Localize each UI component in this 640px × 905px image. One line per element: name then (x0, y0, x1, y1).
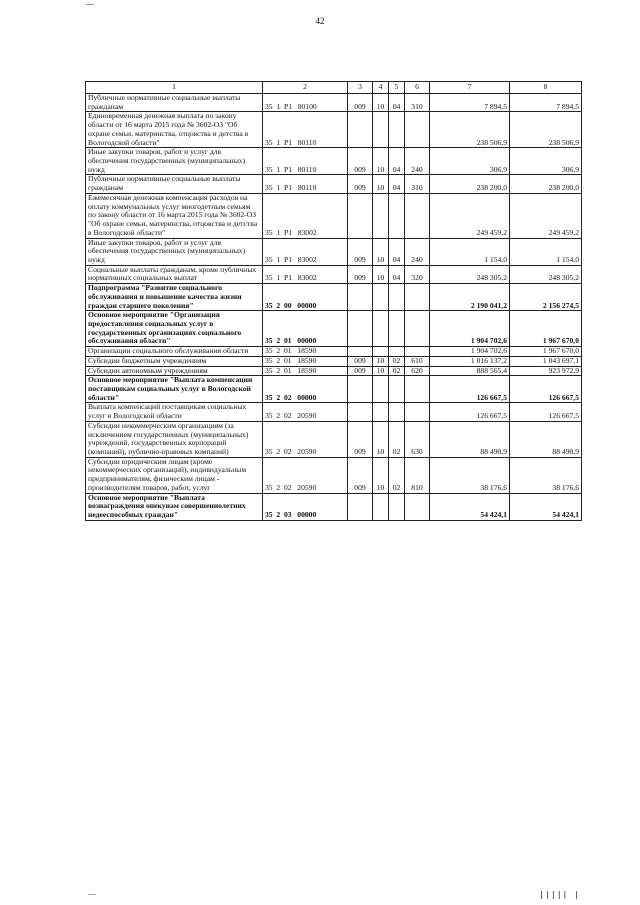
table-row (86, 238, 582, 265)
row-subsection-cell: 04 (389, 94, 405, 112)
table-row (86, 148, 582, 175)
row-subsection-cell: 02 (389, 457, 405, 493)
row-subsection-cell (389, 193, 405, 238)
row-section-cell (373, 493, 389, 520)
row-ministry-cell (348, 403, 373, 421)
row-ministry-cell: 009 (348, 94, 373, 112)
header-cell: 1 (86, 82, 263, 94)
header-cell: 2 (263, 82, 348, 94)
row-ministry-cell (348, 493, 373, 520)
row-code-cell: 35 1 P1 80110 (263, 175, 348, 193)
row-code-cell: 35 2 01 18590 (263, 366, 348, 376)
row-ministry-cell (348, 193, 373, 238)
row-code-cell: 35 1 P1 83002 (263, 265, 348, 283)
row-value-year2-cell: 38 176,6 (510, 457, 582, 493)
row-expense-type-cell (405, 376, 430, 403)
row-expense-type-cell (405, 311, 430, 347)
row-code-cell: 35 2 02 20590 (263, 457, 348, 493)
row-section-cell: 10 (373, 421, 389, 457)
row-subsection-cell (389, 112, 405, 148)
row-ministry-cell: 009 (348, 175, 373, 193)
row-code-cell: 35 1 P1 80110 (263, 112, 348, 148)
row-ministry-cell: 009 (348, 148, 373, 175)
row-value-year1-cell: 888 565,4 (430, 366, 510, 376)
row-name-cell: Публичные нормативные социальные выплаты гражданам (86, 175, 263, 193)
row-value-year2-cell: 238 506,9 (510, 112, 582, 148)
row-value-year1-cell: 249 459,2 (430, 193, 510, 238)
row-section-cell (373, 112, 389, 148)
row-ministry-cell: 009 (348, 265, 373, 283)
scan-edge-mark (86, 4, 94, 5)
row-value-year1-cell: 1 016 137,2 (430, 356, 510, 366)
row-code-cell: 35 2 01 18590 (263, 356, 348, 366)
row-name-cell: Единовременная денежная выплата по закону области от 16 марта 2015 года № 3602-ОЗ "Об охране семьи, материнства, отцовства и детства в Вологодской области" (86, 112, 263, 148)
row-code-cell: 35 2 02 20590 (263, 403, 348, 421)
row-name-cell: Организации социального обслуживания области (86, 347, 263, 357)
row-ministry-cell: 009 (348, 457, 373, 493)
table-row (86, 311, 582, 347)
row-value-year1-cell: 126 667,5 (430, 376, 510, 403)
row-value-year2-cell: 126 667,5 (510, 403, 582, 421)
header-cell: 5 (389, 82, 405, 94)
table-row (86, 421, 582, 457)
table-row (86, 376, 582, 403)
row-value-year2-cell: 1 043 697,1 (510, 356, 582, 366)
row-section-cell: 10 (373, 175, 389, 193)
row-name-cell: Социальные выплаты гражданам, кроме публичных нормативных социальных выплат (86, 265, 263, 283)
table-row (86, 403, 582, 421)
row-code-cell: 35 2 00 00000 (263, 284, 348, 311)
row-name-cell: Публичные нормативные социальные выплаты гражданам (86, 94, 263, 112)
row-name-cell: Субсидии автономным учреждениям (86, 366, 263, 376)
row-code-cell: 35 2 03 00000 (263, 493, 348, 520)
row-value-year2-cell: 249 459,2 (510, 193, 582, 238)
row-value-year2-cell: 248 305,2 (510, 265, 582, 283)
header-cell: 3 (348, 82, 373, 94)
row-value-year2-cell: 1 967 670,0 (510, 311, 582, 347)
row-expense-type-cell (405, 347, 430, 357)
table-body (86, 82, 582, 521)
row-value-year1-cell: 38 176,6 (430, 457, 510, 493)
row-name-cell: Ежемесячная денежная компенсация расходов на оплату коммунальных услуг многодетным семьям по закону области от 16 марта 2015 года № 3602-ОЗ "Об охране семьи, материнства, отцовства и детства в Вологодской области" (86, 193, 263, 238)
header-cell: 6 (405, 82, 430, 94)
row-expense-type-cell (405, 403, 430, 421)
row-subsection-cell: 04 (389, 148, 405, 175)
row-value-year1-cell: 306,9 (430, 148, 510, 175)
row-ministry-cell (348, 347, 373, 357)
table-row (86, 94, 582, 112)
row-value-year2-cell: 306,9 (510, 148, 582, 175)
row-section-cell (373, 311, 389, 347)
row-code-cell: 35 1 P1 83002 (263, 238, 348, 265)
row-subsection-cell (389, 493, 405, 520)
row-expense-type-cell: 240 (405, 148, 430, 175)
row-value-year1-cell: 88 490,9 (430, 421, 510, 457)
row-expense-type-cell (405, 193, 430, 238)
row-expense-type-cell: 310 (405, 175, 430, 193)
row-ministry-cell (348, 376, 373, 403)
table-row (86, 366, 582, 376)
row-name-cell: Основное мероприятие "Выплата вознаграждения опекунам совершеннолетних недееспособных граждан" (86, 493, 263, 520)
row-subsection-cell (389, 403, 405, 421)
row-value-year1-cell: 1 904 702,6 (430, 311, 510, 347)
row-section-cell (373, 347, 389, 357)
row-expense-type-cell: 240 (405, 238, 430, 265)
row-section-cell: 10 (373, 148, 389, 175)
row-value-year2-cell: 88 490,9 (510, 421, 582, 457)
table-row (86, 193, 582, 238)
row-section-cell: 10 (373, 238, 389, 265)
page-number: 42 (315, 16, 325, 26)
row-code-cell: 35 1 P1 80100 (263, 94, 348, 112)
row-expense-type-cell: 630 (405, 421, 430, 457)
row-value-year2-cell: 126 667,5 (510, 376, 582, 403)
budget-table (85, 81, 582, 521)
row-section-cell (373, 193, 389, 238)
row-subsection-cell: 02 (389, 421, 405, 457)
row-value-year2-cell: 54 424,1 (510, 493, 582, 520)
row-value-year2-cell: 1 154,0 (510, 238, 582, 265)
header-cell: 7 (430, 82, 510, 94)
table-row (86, 284, 582, 311)
row-code-cell: 35 2 01 18590 (263, 347, 348, 357)
row-subsection-cell: 02 (389, 366, 405, 376)
row-name-cell: Иные закупки товаров, работ и услуг для обеспечения государственных (муниципальных) нужд (86, 148, 263, 175)
row-name-cell: Выплата компенсаций поставщикам социальных услуг в Вологодской области (86, 403, 263, 421)
row-expense-type-cell: 310 (405, 94, 430, 112)
row-code-cell: 35 2 01 00000 (263, 311, 348, 347)
table-row (86, 493, 582, 520)
row-name-cell: Иные закупки товаров, работ и услуг для обеспечения государственных (муниципальных) нужд (86, 238, 263, 265)
row-ministry-cell (348, 112, 373, 148)
header-cell: 8 (510, 82, 582, 94)
row-ministry-cell: 009 (348, 238, 373, 265)
table-row (86, 457, 582, 493)
table-row (86, 356, 582, 366)
row-expense-type-cell (405, 284, 430, 311)
row-section-cell: 10 (373, 265, 389, 283)
row-name-cell: Субсидии некоммерческим организациям (за исключением государственных (муниципальных) учреждений, государственных корпораций (компаний), публично-правовых компаний) (86, 421, 263, 457)
row-expense-type-cell: 810 (405, 457, 430, 493)
row-expense-type-cell (405, 493, 430, 520)
scan-barcode-mark: ||||| | (539, 890, 580, 899)
row-ministry-cell: 009 (348, 356, 373, 366)
table-row (86, 112, 582, 148)
row-subsection-cell (389, 284, 405, 311)
row-value-year1-cell: 238 200,0 (430, 175, 510, 193)
row-section-cell (373, 403, 389, 421)
row-value-year2-cell: 1 967 670,0 (510, 347, 582, 357)
header-cell: 4 (373, 82, 389, 94)
row-ministry-cell (348, 284, 373, 311)
row-name-cell: Субсидии юридическим лицам (кроме некоммерческих организаций), индивидуальным предпринимателям, физическим лицам - производителям товаров, работ, услуг (86, 457, 263, 493)
row-expense-type-cell: 610 (405, 356, 430, 366)
row-value-year2-cell: 238 200,0 (510, 175, 582, 193)
row-section-cell: 10 (373, 457, 389, 493)
row-value-year2-cell: 2 156 274,5 (510, 284, 582, 311)
row-code-cell: 35 1 P1 83002 (263, 193, 348, 238)
row-subsection-cell: 04 (389, 175, 405, 193)
row-section-cell: 10 (373, 356, 389, 366)
row-section-cell (373, 376, 389, 403)
row-value-year1-cell: 7 894,5 (430, 94, 510, 112)
row-code-cell: 35 2 02 20590 (263, 421, 348, 457)
row-section-cell: 10 (373, 94, 389, 112)
row-section-cell (373, 284, 389, 311)
table-header-row (86, 82, 582, 94)
table-row (86, 265, 582, 283)
row-expense-type-cell (405, 112, 430, 148)
row-ministry-cell: 009 (348, 421, 373, 457)
row-value-year1-cell: 248 305,2 (430, 265, 510, 283)
row-code-cell: 35 2 02 00000 (263, 376, 348, 403)
row-code-cell: 35 1 P1 80110 (263, 148, 348, 175)
row-value-year1-cell: 1 904 702,6 (430, 347, 510, 357)
row-name-cell: Подпрограмма "Развитие социального обслуживания и повышение качества жизни граждан старшего поколения" (86, 284, 263, 311)
row-value-year1-cell: 1 154,0 (430, 238, 510, 265)
row-name-cell: Субсидии бюджетным учреждениям (86, 356, 263, 366)
row-value-year2-cell: 923 972,9 (510, 366, 582, 376)
row-subsection-cell (389, 376, 405, 403)
row-subsection-cell (389, 311, 405, 347)
row-ministry-cell: 009 (348, 366, 373, 376)
table-row (86, 347, 582, 357)
row-name-cell: Основное мероприятие "Организация предоставления социальных услуг в государственных организациях социального обслуживания области" (86, 311, 263, 347)
row-name-cell: Основное мероприятие "Выплата компенсации поставщикам социальных услуг в Вологодской области" (86, 376, 263, 403)
row-value-year1-cell: 54 424,1 (430, 493, 510, 520)
row-value-year1-cell: 2 190 041,2 (430, 284, 510, 311)
scan-edge-mark (88, 894, 96, 895)
row-subsection-cell: 04 (389, 265, 405, 283)
row-subsection-cell: 04 (389, 238, 405, 265)
row-value-year1-cell: 126 667,5 (430, 403, 510, 421)
row-subsection-cell (389, 347, 405, 357)
row-ministry-cell (348, 311, 373, 347)
row-expense-type-cell: 320 (405, 265, 430, 283)
row-value-year2-cell: 7 894,5 (510, 94, 582, 112)
row-expense-type-cell: 620 (405, 366, 430, 376)
row-value-year1-cell: 238 506,9 (430, 112, 510, 148)
row-section-cell: 10 (373, 366, 389, 376)
table-row (86, 175, 582, 193)
row-subsection-cell: 02 (389, 356, 405, 366)
